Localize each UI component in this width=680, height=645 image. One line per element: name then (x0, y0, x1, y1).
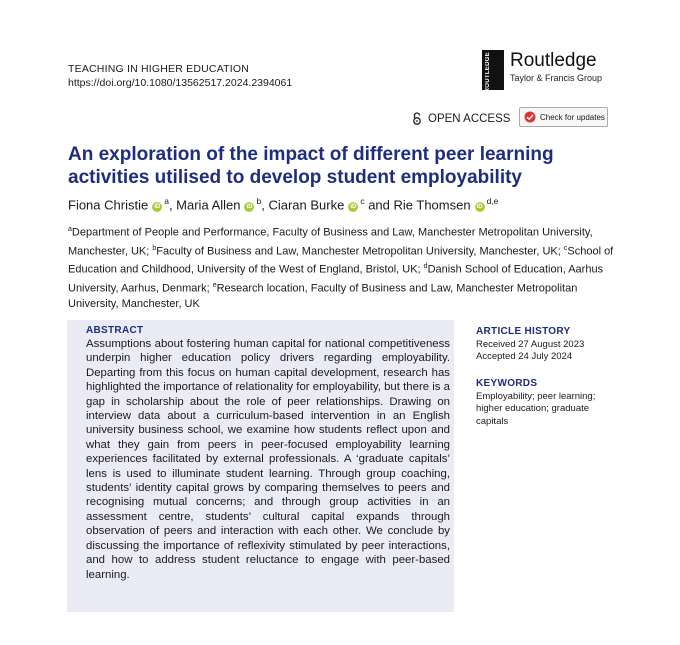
author-list (68, 196, 498, 212)
affiliation-text: Faculty of Business and Law, Manchester Metropolitan University, Manchester, UK; (156, 245, 564, 258)
affiliation-text: Department of People and Performance, Faculty of Business and Law, Manchester Metropolitan University, Manchester, UK; (68, 226, 593, 258)
routledge-mark-icon (482, 50, 504, 93)
author-affiliation-label: a (164, 196, 169, 206)
accepted-date: Accepted 24 July 2024 (476, 351, 573, 362)
keywords-heading: KEYWORDS (476, 378, 538, 389)
author-affiliation-label: c (360, 196, 365, 206)
publisher-sub: Taylor & Francis Group (510, 73, 603, 83)
doi-link[interactable]: https://doi.org/10.1080/13562517.2024.2394061 (68, 77, 293, 89)
article-history (476, 326, 584, 364)
author-separator: and (364, 197, 394, 213)
check-updates-label: Check for updates (540, 112, 605, 122)
article-history-heading: ARTICLE HISTORY (476, 326, 571, 337)
journal-header (68, 62, 292, 90)
author-separator: , (261, 197, 269, 213)
orcid-icon[interactable]: iD (350, 204, 357, 211)
author-name: Ciaran Burke (268, 197, 345, 213)
open-lock-icon (412, 112, 422, 125)
routledge-mark-text: ROUTLEDGE (485, 52, 491, 93)
affiliation-label: c (563, 244, 568, 252)
orcid-icon[interactable]: iD (246, 204, 253, 211)
journal-name: TEACHING IN HIGHER EDUCATION (68, 63, 249, 75)
publisher-brand: Routledge (510, 50, 597, 71)
affiliation-label: a (68, 226, 72, 233)
publisher-logo (482, 50, 603, 93)
author-name: Maria Allen (176, 197, 241, 213)
received-date: Received 27 August 2023 (476, 338, 585, 350)
article-title: An exploration of the impact of different peer learning activities utilised to develop student employability (68, 144, 554, 188)
abstract-text: Assumptions about fostering human capital for national competitiveness underpin higher education policy drivers regarding employability. Departing from this focus on human capital development, research has highlighted the importance of relationality for employability, but there is a gap in scholarship about the role of peer relationships. Drawing on interview data about a curriculum-based intervention in an English university business school, we examine how students reflect upon and what they gain from peers in peer-focused employability learning experiences facilitated by external professionals. A ‘graduate capitals’ lens is used to illuminate student learning. Through group coaching, students’ identity capital grows by comparing themselves to peers and recognising mutual concerns; and through group activities in an assessment centre, students’ cultural capital expands through observation of peers and interaction with each other. We conclude by discussing the importance of reflexivity stimulated by peer interactions, and how to address student reluctance to engage with peer-based learning. (86, 338, 450, 581)
author-separator: , (168, 197, 177, 213)
affiliation-text: School of Education and Childhood, University of the West of England, Bristol, UK; (68, 245, 614, 276)
abstract-heading: ABSTRACT (86, 325, 144, 336)
author-name: Fiona Christie (68, 197, 149, 213)
affiliation-label: e (212, 281, 217, 289)
affiliation-label: b (152, 244, 157, 252)
open-access-badge (412, 112, 510, 125)
orcid-icon[interactable]: iD (476, 204, 483, 211)
orcid-icon[interactable]: iD (154, 204, 161, 211)
affiliation-text: Danish School of Education, Aarhus University, Aarhus, Denmark; (68, 263, 604, 295)
affiliation-text: Research location, Faculty of Business and Law, Manchester Metropolitan University, Manchester, UK (68, 282, 578, 310)
affiliation-label: d (423, 263, 428, 271)
author-affiliation-label: b (256, 196, 262, 206)
keywords-section (476, 378, 616, 428)
open-access-label: OPEN ACCESS (428, 112, 511, 125)
author-affiliation-label: d,e (486, 196, 499, 206)
keywords-text: Employability; peer learning; higher education; graduate capitals (476, 390, 596, 427)
check-updates-button[interactable] (519, 107, 608, 127)
author-name: Rie Thomsen (393, 197, 471, 213)
affiliations (68, 222, 616, 312)
check-updates-icon (524, 111, 536, 123)
